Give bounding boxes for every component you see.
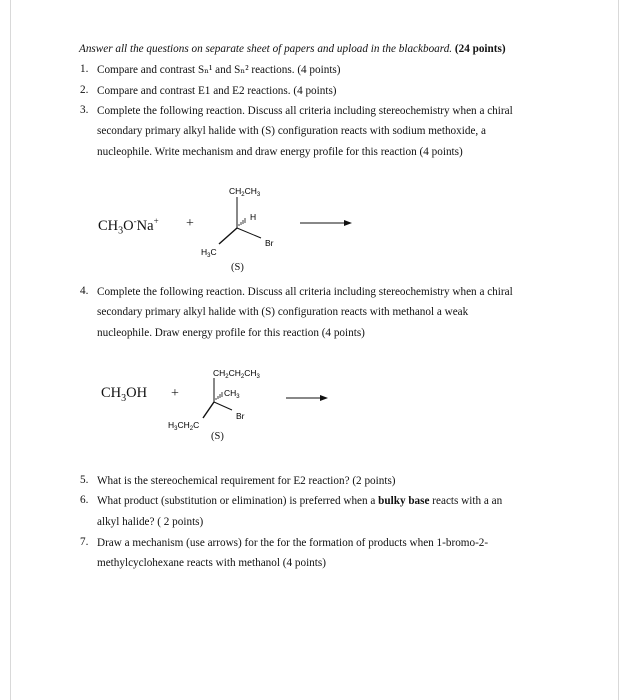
- q7-line-2: methylcyclohexane reacts with methanol (4 points): [97, 557, 326, 569]
- q1-text-content: Compare and contrast Sₙ¹ and Sₙ² reactions. (4 points): [97, 64, 341, 76]
- q3-line-3: nucleophile. Write mechanism and draw energy profile for this reaction (4 points): [97, 146, 463, 158]
- q4-line-3: nucleophile. Draw energy profile for this reaction (4 points): [97, 327, 365, 339]
- reaction1-left-group: $H_3C$: [201, 247, 217, 259]
- q6-line-2: alkyl halide? ( 2 points): [97, 516, 204, 528]
- q6-line-1: What product (substitution or elimination) is preferred when a bulky base reacts with a an: [97, 495, 503, 507]
- q2-text: Compare and contrast E1 and E2 reactions. (4 points): [97, 85, 337, 97]
- bond-left: [219, 228, 237, 244]
- q1-text: [97, 63, 341, 77]
- reaction1-wedge-group: H: [250, 212, 257, 222]
- header-line: [79, 42, 506, 56]
- reaction1-right-group: Br: [265, 238, 274, 248]
- q6-bold-phrase: bulky base: [378, 495, 430, 507]
- reaction2-top-group: $CH_2CH_2CH_3$: [213, 368, 260, 380]
- bond-left: [203, 402, 214, 418]
- reaction1-top-group: $CH_2CH_3$: [229, 186, 261, 198]
- reaction2-left-group: $H_3CH_2C$: [168, 420, 200, 432]
- reaction1-reagent: $CH_3O^-Na^+$: [98, 216, 159, 237]
- bond-right: [237, 228, 261, 238]
- reaction2-wedge-group: $CH_3$: [224, 388, 240, 400]
- reaction2-molecule: [162, 362, 282, 442]
- q5-text: What is the stereochemical requirement for E2 reaction? (2 points): [97, 475, 396, 487]
- reaction1-arrow: [300, 218, 352, 228]
- q1-number: 1.: [80, 63, 89, 75]
- reaction2-config: (S): [211, 431, 224, 442]
- q4-line-1: Complete the following reaction. Discuss all criteria including stereochemistry when a chiral: [97, 286, 513, 298]
- page-edge-left: [10, 0, 11, 700]
- q7-number: 7.: [80, 536, 89, 548]
- q4-line-2: secondary primary alkyl halide with (S) configuration reacts with methanol a weak: [97, 306, 469, 318]
- reaction2-right-group: Br: [236, 411, 245, 421]
- header-instruction: Answer all the questions on separate sheet of papers and upload in the blackboard.: [79, 43, 453, 55]
- bond-right: [214, 402, 232, 410]
- q3-number: 3.: [80, 104, 89, 116]
- page-edge-right: [618, 0, 619, 700]
- reaction1-molecule: [195, 180, 305, 260]
- hash-wedge-bond: [239, 218, 245, 226]
- q5-number: 5.: [80, 474, 89, 486]
- q3-line-2: secondary primary alkyl halide with (S) configuration reacts with sodium methoxide, a: [97, 125, 486, 137]
- q6-number: 6.: [80, 494, 89, 506]
- reaction1-plus: +: [186, 216, 194, 231]
- header-points: (24 points): [454, 43, 506, 55]
- q7-line-1: Draw a mechanism (use arrows) for the for the formation of products when 1-bromo-2-: [97, 537, 489, 549]
- q4-number: 4.: [80, 285, 89, 297]
- hash-wedge-bond: [216, 392, 222, 400]
- reaction1-config: (S): [231, 262, 244, 273]
- reaction2-plus: +: [171, 386, 179, 401]
- q2-number: 2.: [80, 84, 89, 96]
- reaction2-arrow: [286, 393, 328, 403]
- reaction2-reagent: $CH_3OH$: [101, 385, 148, 404]
- q3-line-1: Complete the following reaction. Discuss all criteria including stereochemistry when a chiral: [97, 105, 513, 117]
